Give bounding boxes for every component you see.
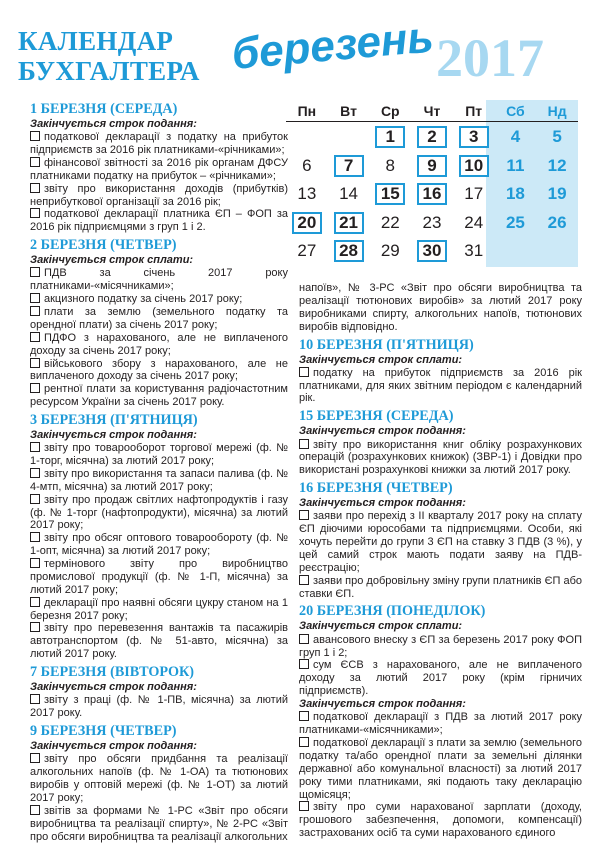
- checklist-item-text: податкової декларації з ПДВ за лютий 2017 року платниками-«місячниками»;: [299, 711, 582, 737]
- checklist-item: [30, 494, 288, 533]
- checkbox-icon: [30, 267, 40, 277]
- calendar-day: 29: [380, 241, 400, 260]
- checklist-item: [30, 753, 288, 805]
- checkbox-icon: [30, 494, 40, 504]
- checklist-item: [30, 694, 288, 720]
- checkbox-icon: [299, 711, 309, 721]
- checklist-item-text: акцизного податку за січень 2017 року;: [44, 293, 243, 306]
- checklist-item: [299, 510, 582, 574]
- weekday-label: Нд: [547, 103, 567, 119]
- checklist-item: [30, 267, 288, 293]
- calendar-deadline-day: 21: [334, 212, 364, 234]
- brand-line-2: БУХГАЛТЕРА: [18, 56, 200, 86]
- deadline-subheading: Закінчується строк подання:: [30, 681, 197, 694]
- calendar-weekday-header: [286, 100, 578, 121]
- checklist-item-text: податкової декларації платника ЄП – ФОП за 2016 рік підприємцями з груп 1 і 2.: [30, 208, 288, 234]
- checkbox-icon: [30, 558, 40, 568]
- checklist-item-text: звіту про використання та запаси палива (ф. № 4-мтп, місячна) за лютий 2017 року;: [30, 467, 288, 493]
- checklist-item-text: звіту про суми нарахованої зарплати (доходу, грошового забезпечення, допомоги, компенсації) застрахованих осіб та суми нарахованого єдиного: [299, 801, 582, 840]
- deadline-subheading: Закінчується строк подання:: [30, 118, 197, 130]
- checklist-item: [30, 293, 288, 306]
- calendar-deadline-day: 28: [334, 240, 364, 262]
- checklist-item-text: декларації про наявні обсяги цукру станом на 1 березня 2017 року;: [30, 596, 288, 622]
- weekday-label: Пн: [297, 103, 317, 119]
- weekday-label: Вт: [340, 103, 357, 119]
- checklist-item-text: рентної плати за користування радіочастотним ресурсом України за січень 2017 року.: [30, 383, 288, 409]
- date-heading: 1 БЕРЕЗНЯ (СЕРЕДА): [30, 101, 178, 117]
- calendar-deadline-day: 7: [334, 155, 364, 177]
- checkbox-icon: [30, 622, 40, 632]
- checklist-item-text: ПДФО з нарахованого, але не виплаченого доходу за січень 2017 року;: [30, 331, 288, 357]
- checkbox-icon: [299, 575, 309, 585]
- checklist-item: [299, 801, 582, 840]
- checklist-item: [299, 575, 582, 601]
- checklist-item: [30, 358, 288, 384]
- checkbox-icon: [30, 332, 40, 342]
- checkbox-icon: [299, 510, 309, 520]
- calendar-day: 18: [505, 184, 525, 203]
- calendar-deadline-day: 9: [417, 155, 447, 177]
- checklist-item: [30, 597, 288, 623]
- checklist-item: [299, 659, 582, 698]
- checkbox-icon: [30, 293, 40, 303]
- year-title: 2017: [436, 28, 544, 88]
- checkbox-icon: [30, 805, 40, 815]
- checkbox-icon: [299, 659, 309, 669]
- date-heading: 16 БЕРЕЗНЯ (ЧЕТВЕР): [299, 480, 453, 497]
- date-heading: 7 БЕРЕЗНЯ (ВІВТОРОК): [30, 664, 195, 681]
- calendar-day: 5: [552, 127, 562, 146]
- deadline-subheading: Закінчується строк подання:: [299, 497, 466, 510]
- weekday-label: Чт: [423, 103, 441, 119]
- checklist-item-text: звіту про обсяги придбання та реалізації алкогольних напоїв (ф. № 1-ОА) та тютюнових виробів у оптовій мережі (ф. № 1-ОТ) за лютий 2017 року;: [30, 753, 288, 804]
- calendar-deadline-day: 3: [459, 126, 489, 148]
- calendar-day: 14: [339, 184, 359, 203]
- checklist-item-text: авансового внеску з ЄП за березень 2017 року ФОП груп 1 і 2;: [299, 633, 582, 659]
- date-heading: 2 БЕРЕЗНЯ (ЧЕТВЕР): [30, 237, 177, 254]
- calendar-day: 27: [297, 241, 317, 260]
- checklist-item-text: плати за землю (земельного податку та орендної плати) за січень 2017 року;: [30, 306, 288, 331]
- checkbox-icon: [30, 532, 40, 542]
- calendar-deadline-day: 10: [459, 155, 489, 177]
- deadline-subheading: Закінчується строк подання:: [30, 429, 197, 442]
- checklist-item-text: звіту про використання доходів (прибутків) неприбуткової організації за 2016 рік;: [30, 182, 288, 208]
- calendar-day: 26: [547, 212, 567, 232]
- calendar-day: 24: [464, 212, 484, 232]
- calendar-day: 31: [464, 241, 484, 260]
- checkbox-icon: [30, 208, 40, 218]
- weekday-label: Пт: [465, 103, 483, 119]
- calendar-header-divider: [286, 121, 578, 122]
- calendar-deadline-day: 16: [417, 183, 447, 205]
- deadline-subheading: Закінчується строк подання:: [299, 425, 466, 438]
- month-calendar: [286, 100, 578, 267]
- calendar-deadline-day: 15: [375, 183, 405, 205]
- checklist-item: [30, 208, 288, 234]
- checklist-item: [30, 131, 288, 157]
- brand-title: [18, 26, 200, 86]
- calendar-day: 19: [547, 184, 567, 203]
- checkbox-icon: [299, 801, 309, 811]
- checklist-item: [30, 383, 288, 409]
- checklist-item-text: податкової декларації з податку на прибуток підприємств за 2016 рік платниками-«річниками»;: [30, 131, 288, 157]
- deadlines-column-left: [30, 98, 288, 843]
- checkbox-icon: [30, 306, 40, 316]
- checklist-item: [30, 468, 288, 494]
- checkbox-icon: [299, 439, 309, 449]
- calendar-day: 12: [547, 155, 567, 175]
- checkbox-icon: [30, 753, 40, 763]
- checklist-item-text: фінансової звітності за 2016 рік органам ДФСУ платниками податку на прибуток – «річниками»;: [30, 156, 288, 182]
- checklist-item: [299, 439, 582, 478]
- checkbox-icon: [30, 442, 40, 452]
- checklist-item-text: звіту про товарооборот торгової мережі (ф. № 1-торг, місячна) за лютий 2017 року;: [30, 442, 288, 468]
- checkbox-icon: [30, 597, 40, 607]
- calendar-day: 22: [380, 212, 400, 232]
- date-heading: 10 БЕРЕЗНЯ (П'ЯТНИЦЯ): [299, 336, 474, 353]
- checklist-item-text: ПДВ за січень 2017 року платниками-«місячниками»;: [30, 267, 288, 293]
- brand-line-1: КАЛЕНДАР: [18, 26, 174, 56]
- checkbox-icon: [30, 157, 40, 167]
- weekday-label: Сб: [506, 103, 525, 119]
- checklist-item: [30, 183, 288, 209]
- continuation-text: напоїв», № 3-РС «Звіт про обсяги виробництва та реалізації тютюнових виробів» за лютий 2017 року виробниками спирту, алкогольних напоїв, тютюнових виробів відповідно.: [299, 282, 582, 333]
- date-heading: 15 БЕРЕЗНЯ (СЕРЕДА): [299, 408, 454, 425]
- weekday-label: Ср: [380, 103, 400, 119]
- deadline-subheading: Закінчується строк сплати:: [299, 353, 463, 366]
- checklist-item: [299, 367, 582, 406]
- calendar-deadline-day: 30: [417, 240, 447, 262]
- deadline-subheading: Закінчується строк подання:: [30, 740, 197, 753]
- calendar-deadline-day: 20: [292, 212, 322, 234]
- checklist-item: [30, 622, 288, 661]
- calendar-day: 25: [505, 212, 525, 232]
- checklist-item-text: звіту про обсяг оптового товарообороту (ф. № 1-опт, місячна) за лютий 2017 року;: [30, 532, 288, 558]
- checklist-item-text: термінового звіту про виробництво промислової продукції (ф. № 1-П, місячна) за лютий 2017 року;: [30, 558, 288, 596]
- deadlines-column-right: [299, 282, 582, 840]
- date-heading: 9 БЕРЕЗНЯ (ЧЕТВЕР): [30, 723, 177, 740]
- checklist-item-text: податку на прибуток підприємств за 2016 рік платниками, для яких звітним періодом є календарний рік.: [299, 366, 582, 405]
- checklist-item: [30, 306, 288, 332]
- checkbox-icon: [299, 634, 309, 644]
- checkbox-icon: [30, 131, 40, 141]
- checklist-item: [299, 737, 582, 801]
- checklist-item-text: звіту про використання книг обліку розрахункових операцій (розрахункових книжок) (ЗВР-1) і Довідки про використані розрахункові книжки за лютий 2017 року.: [299, 438, 582, 477]
- date-heading: 20 БЕРЕЗНЯ (ПОНЕДІЛОК): [299, 603, 486, 620]
- checklist-item: [30, 442, 288, 468]
- checklist-item: [30, 532, 288, 558]
- checkbox-icon: [30, 358, 40, 368]
- checkbox-icon: [30, 183, 40, 193]
- calendar-day: 4: [510, 127, 521, 146]
- checklist-item: [30, 332, 288, 358]
- checklist-item-text: військового збору з нарахованого, але не виплаченого доходу за січень 2017 року;: [30, 357, 288, 383]
- calendar-day: 23: [422, 212, 442, 232]
- calendar-day: 17: [464, 184, 484, 203]
- calendar-deadline-day: 1: [375, 126, 405, 148]
- checklist-item: [30, 157, 288, 183]
- checkbox-icon: [30, 694, 40, 704]
- month-title: березень: [229, 12, 436, 79]
- calendar-day: 8: [385, 155, 396, 175]
- checklist-item-text: податкової декларації з плати за землю (земельного податку та/або орендної плати за земельні ділянки державної або комунальної власності) за лютий 2017 року тими платниками, які подають таку декларацію щомісяця;: [299, 737, 582, 801]
- calendar-day: 6: [302, 155, 312, 175]
- checkbox-icon: [299, 367, 309, 377]
- deadline-subheading: Закінчується строк сплати:: [30, 254, 194, 267]
- checklist-item-text: сум ЄСВ з нарахованого, але не виплаченого доходу за лютий 2017 року (крім гірничих підприємств).: [299, 659, 582, 698]
- checklist-item: [30, 558, 288, 597]
- checkbox-icon: [30, 383, 40, 393]
- checklist-item-text: звіту з праці (ф. № 1-ПВ, місячна) за лютий 2017 року.: [30, 694, 288, 720]
- checklist-item-text: звіту про продаж світлих нафтопродуктів і газу (ф. № 1-торг (нафтопродукти), місячна) за лютий 2017 року;: [30, 493, 288, 532]
- checkbox-icon: [30, 468, 40, 478]
- checklist-item: [299, 711, 582, 737]
- date-heading: 3 БЕРЕЗНЯ (П'ЯТНИЦЯ): [30, 412, 198, 429]
- deadline-subheading: Закінчується строк подання:: [299, 698, 466, 711]
- checklist-item: [299, 634, 582, 660]
- calendar-day: 11: [506, 155, 525, 175]
- calendar-deadline-day: 2: [417, 126, 447, 148]
- checklist-item-text: заяви про добровільну зміну групи платників ЄП або ставки ЄП.: [299, 574, 582, 600]
- checklist-item-text: звітів за формами № 1-РС «Звіт про обсяги виробництва та реалізації спирту», № 2-РС «Звіт про обсяги виробництва та реалізації алкогольних: [30, 804, 288, 843]
- checklist-item-text: звіту про перевезення вантажів та пасажирів автотранспортом (ф. № 51-авто, місячна) за лютий 2017 року.: [30, 622, 288, 661]
- calendar-day: 13: [297, 184, 317, 203]
- deadline-subheading: Закінчується строк сплати:: [299, 620, 463, 633]
- checklist-item-text: заяви про перехід з ІІ кварталу 2017 року на сплату ЄП діючими юрособами та підприємцями. Особи, які хочуть перейти до групи 3 ЄП на ставку 3 ПДВ (3 %), у цей самий строк мають подати заяву на ПДВ-реєстрацію;: [299, 510, 582, 574]
- checklist-item: [30, 805, 288, 844]
- checkbox-icon: [299, 737, 309, 747]
